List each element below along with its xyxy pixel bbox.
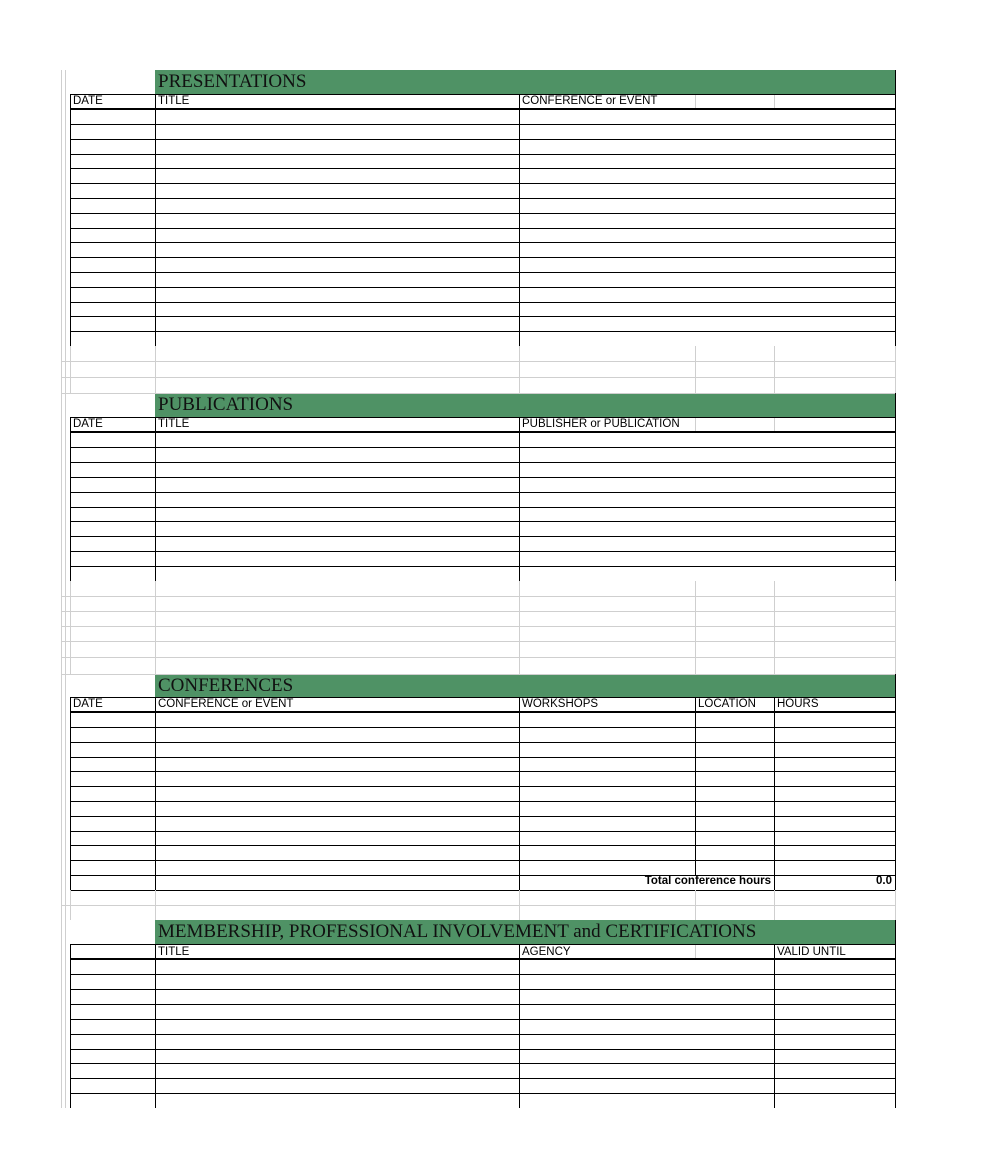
grid-column-line	[155, 94, 156, 346]
table-row	[70, 1063, 895, 1064]
presentations-date-header: DATE	[73, 95, 103, 107]
empty-row	[61, 611, 895, 612]
grid-column-line	[695, 944, 696, 959]
table-row	[70, 124, 895, 125]
table-row	[70, 198, 895, 199]
empty-column-line	[70, 890, 71, 920]
empty-column-line	[519, 890, 520, 920]
table-row	[70, 801, 895, 802]
table-row	[70, 831, 895, 832]
grid-column-line	[695, 417, 696, 432]
conferences-location-header: LOCATION	[698, 698, 756, 710]
table-row	[70, 1034, 895, 1035]
table-row	[70, 242, 895, 243]
empty-column-line	[519, 581, 520, 674]
empty-row	[61, 377, 895, 378]
empty-column-line	[519, 346, 520, 393]
empty-column-line	[695, 581, 696, 674]
grid-column-line	[895, 920, 896, 1108]
grid-row-line	[70, 431, 895, 433]
table-row	[70, 727, 895, 728]
table-row	[70, 183, 895, 184]
publications-title-header: TITLE	[158, 418, 190, 430]
table-row	[70, 875, 895, 876]
table-row	[70, 272, 895, 273]
grid-column-line	[519, 417, 520, 581]
table-row	[70, 974, 895, 975]
grid-column-line	[895, 70, 896, 346]
empty-column-line	[695, 890, 696, 920]
grid-column-line	[70, 697, 71, 890]
total-conference-hours-label: Total conference hours	[644, 875, 771, 887]
empty-row	[61, 596, 895, 597]
table-row	[70, 168, 895, 169]
empty-column-line	[774, 890, 775, 920]
empty-column-line	[155, 581, 156, 674]
table-row	[70, 816, 895, 817]
presentations-event-header: CONFERENCE or EVENT	[522, 95, 658, 107]
membership-banner: MEMBERSHIP, PROFESSIONAL INVOLVEMENT and CERTIFICATIONS	[155, 920, 895, 944]
empty-row	[61, 657, 895, 658]
grid-column-line	[519, 94, 520, 346]
empty-column-line	[774, 581, 775, 674]
total-row	[70, 890, 895, 891]
table-row	[70, 139, 895, 140]
table-row	[70, 477, 895, 478]
presentations-banner: PRESENTATIONS	[155, 70, 895, 94]
grid-column-line	[519, 697, 520, 890]
grid-column-line	[155, 944, 156, 1108]
empty-column-line	[70, 346, 71, 393]
empty-row	[61, 674, 895, 675]
empty-column-line	[895, 890, 896, 920]
table-row	[70, 757, 895, 758]
table-row	[70, 536, 895, 537]
table-row	[70, 551, 895, 552]
table-row	[70, 771, 895, 772]
empty-row	[61, 361, 895, 362]
table-row	[70, 521, 895, 522]
grid-column-line	[774, 417, 775, 432]
grid-row-line	[70, 417, 895, 418]
empty-column-line	[895, 346, 896, 393]
table-row	[70, 447, 895, 448]
grid-column-line	[70, 944, 71, 1108]
table-row	[70, 287, 895, 288]
grid-column-line	[695, 94, 696, 109]
row-header-edge	[65, 70, 66, 1108]
grid-row-line	[70, 697, 895, 698]
row-header-edge	[61, 70, 62, 1108]
table-row	[70, 331, 895, 332]
total-conference-hours-value: 0.0	[876, 875, 892, 887]
grid-column-line	[519, 944, 520, 1108]
table-row	[70, 213, 895, 214]
table-row	[70, 316, 895, 317]
table-row	[70, 507, 895, 508]
grid-row-line	[70, 94, 895, 95]
grid-column-line	[774, 94, 775, 109]
grid-row-line	[70, 944, 895, 945]
conferences-hours-header: HOURS	[777, 698, 819, 710]
conferences-workshops-header: WORKSHOPS	[522, 698, 599, 710]
grid-row-line	[70, 711, 895, 713]
grid-row-line	[70, 958, 895, 960]
table-row	[70, 566, 895, 567]
conferences-banner: CONFERENCES	[155, 674, 895, 698]
table-row	[70, 154, 895, 155]
publications-banner: PUBLICATIONS	[155, 393, 895, 417]
membership-title-header: TITLE	[158, 946, 190, 958]
table-row	[70, 742, 895, 743]
grid-row-line	[70, 108, 895, 110]
empty-row	[61, 905, 895, 906]
empty-column-line	[895, 581, 896, 674]
table-row	[70, 302, 895, 303]
table-row	[70, 492, 895, 493]
empty-column-line	[774, 346, 775, 393]
grid-column-line	[70, 417, 71, 581]
empty-column-line	[155, 346, 156, 393]
presentations-title-header: TITLE	[158, 95, 190, 107]
table-row	[70, 228, 895, 229]
grid-column-line	[774, 944, 775, 1108]
empty-row	[61, 626, 895, 627]
table-row	[70, 1078, 895, 1079]
table-row	[70, 1004, 895, 1005]
membership-valid-until-header: VALID UNTIL	[777, 946, 846, 958]
table-row	[70, 462, 895, 463]
publications-date-header: DATE	[73, 418, 103, 430]
table-row	[70, 257, 895, 258]
table-row	[70, 989, 895, 990]
table-row	[70, 845, 895, 846]
table-row	[70, 860, 895, 861]
grid-column-line	[155, 697, 156, 890]
membership-agency-header: AGENCY	[522, 946, 571, 958]
grid-column-line	[774, 697, 775, 890]
grid-column-line	[895, 674, 896, 890]
empty-row	[61, 641, 895, 642]
empty-column-line	[70, 581, 71, 674]
table-row	[70, 1093, 895, 1094]
table-row	[70, 786, 895, 787]
conferences-event-header: CONFERENCE or EVENT	[158, 698, 294, 710]
empty-column-line	[155, 890, 156, 920]
conferences-date-header: DATE	[73, 698, 103, 710]
publications-publisher-header: PUBLISHER or PUBLICATION	[522, 418, 680, 430]
grid-column-line	[895, 393, 896, 581]
empty-row	[61, 393, 895, 394]
empty-column-line	[695, 346, 696, 393]
grid-column-line	[70, 94, 71, 346]
table-row	[70, 1019, 895, 1020]
grid-column-line	[155, 417, 156, 581]
table-row	[70, 1049, 895, 1050]
